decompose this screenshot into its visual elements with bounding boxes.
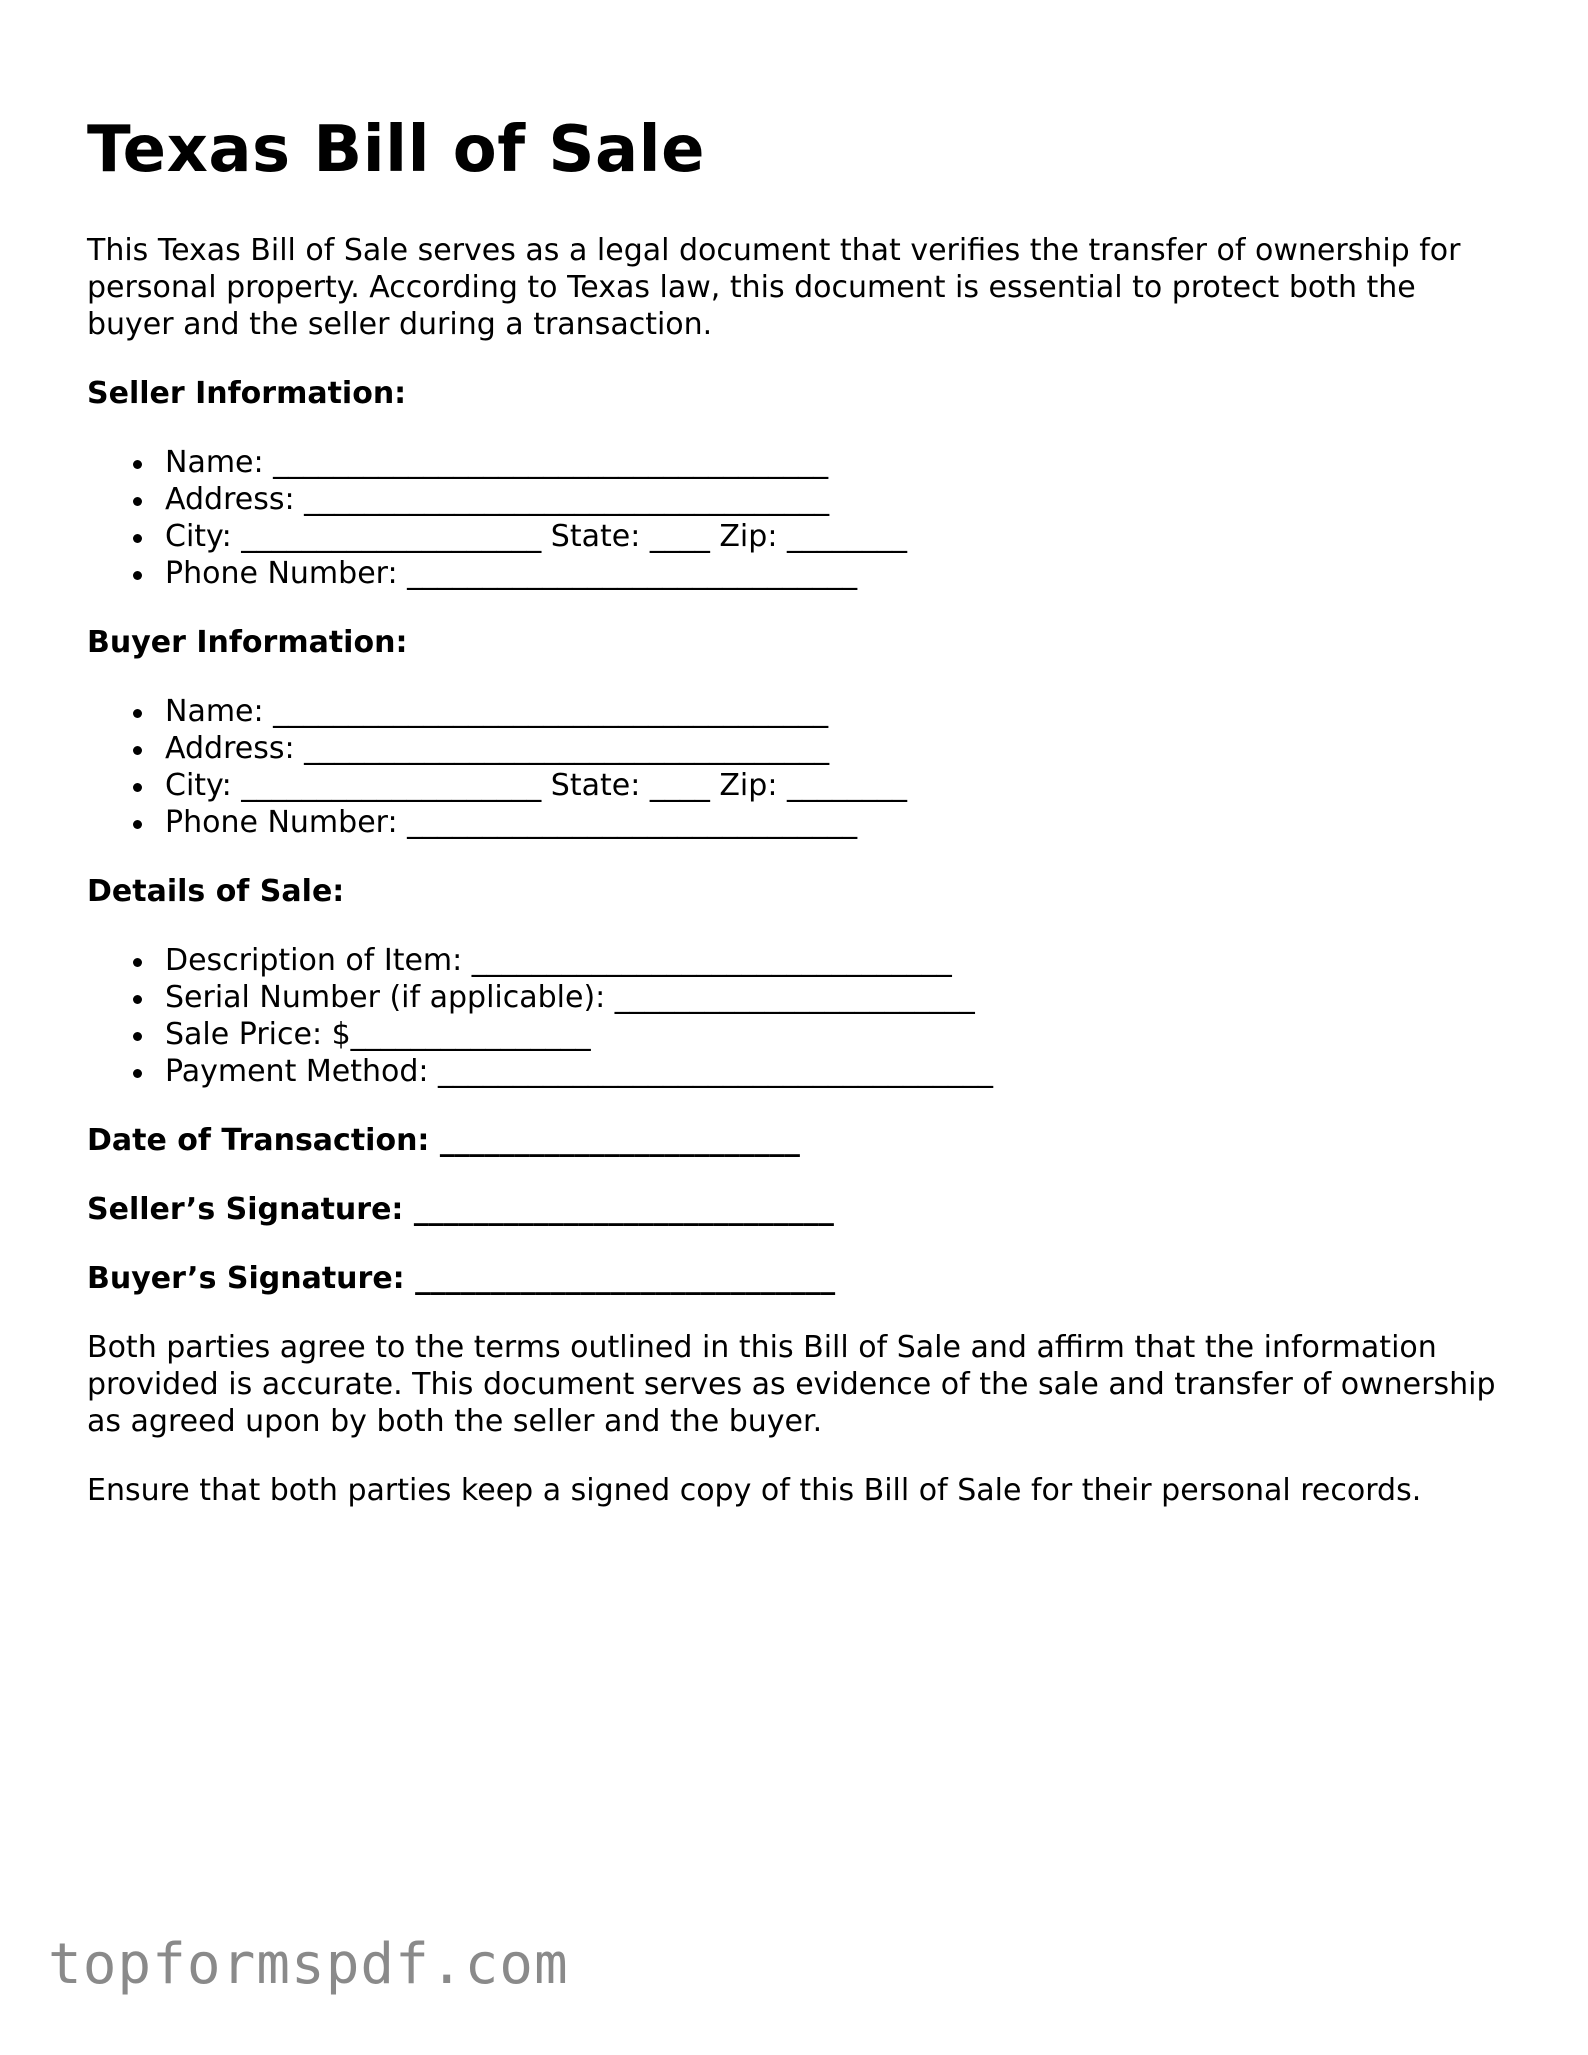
page-title: Texas Bill of Sale [87,113,705,187]
seller-information-list [87,444,1507,592]
details-of-sale-heading: Details of Sale: [87,874,345,909]
seller-address-field: Address: ___________________________________ [165,481,1507,518]
seller-city-state-zip-field: City: ____________________ State: ____ Zip: ________ [165,518,1507,555]
buyer-city-state-zip-field: City: ____________________ State: ____ Zip: ________ [165,767,1507,804]
buyer-information-list [87,693,1507,841]
seller-information-heading: Seller Information: [87,376,407,411]
buyer-address-field: Address: ___________________________________ [165,730,1507,767]
intro-paragraph: This Texas Bill of Sale serves as a legal document that verifies the transfer of ownership for personal property. According to Texas law, this document is essential to protect both the buyer and the seller during a transaction. [87,233,1461,342]
seller-phone-field: Phone Number: ______________________________ [165,555,1507,592]
agreement-paragraph: Both parties agree to the terms outlined in this Bill of Sale and affirm that the information provided is accurate. This document serves as evidence of the sale and transfer of ownership as agreed upon by both the seller and the buyer. [87,1330,1496,1439]
document-page [87,108,1507,1509]
sale-price-field: Sale Price: $________________ [165,1016,1507,1053]
buyer-phone-field: Phone Number: ______________________________ [165,804,1507,841]
serial-number-field: Serial Number (if applicable): ________________________ [165,979,1507,1016]
seller-name-field: Name: _____________________________________ [165,444,1507,481]
seller-signature-line: Seller’s Signature: ____________________________ [87,1192,834,1227]
buyer-information-heading: Buyer Information: [87,625,408,660]
payment-method-field: Payment Method: _____________________________________ [165,1053,1507,1090]
item-description-field: Description of Item: ________________________________ [165,942,1507,979]
records-paragraph: Ensure that both parties keep a signed copy of this Bill of Sale for their personal records. [87,1473,1422,1508]
buyer-signature-line: Buyer’s Signature: ____________________________ [87,1261,836,1296]
date-of-transaction-line: Date of Transaction: ________________________ [87,1123,800,1158]
buyer-name-field: Name: _____________________________________ [165,693,1507,730]
watermark: topformspdf.com [48,1932,569,1997]
details-of-sale-list [87,942,1507,1090]
